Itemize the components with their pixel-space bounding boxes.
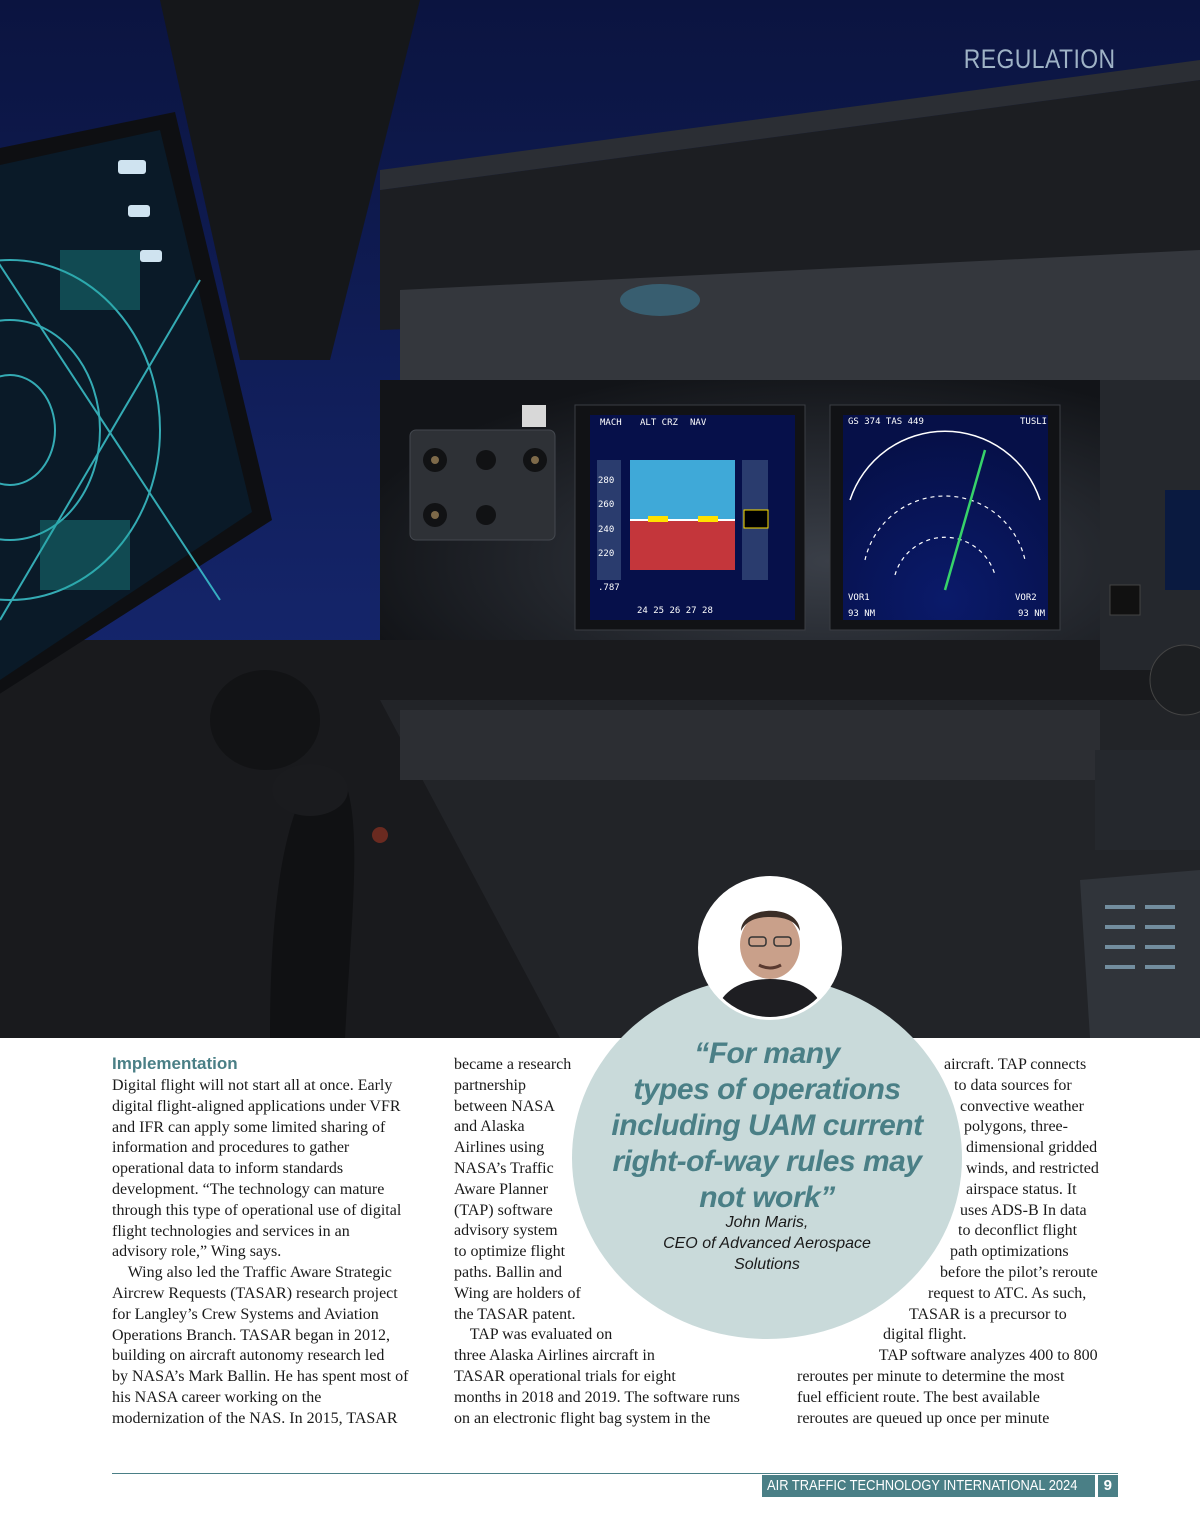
- article-line: became a research: [454, 1056, 572, 1073]
- article-line: convective weather: [960, 1097, 1084, 1115]
- page-number: 9: [1103, 1477, 1112, 1494]
- article-line: modernization of the NAS. In 2015, TASAR: [112, 1409, 398, 1427]
- svg-text:VOR1: VOR1: [848, 593, 870, 603]
- article-line: advisory role,” Wing says.: [112, 1243, 282, 1261]
- article-line: Aware Planner: [454, 1180, 549, 1198]
- article-line: uses ADS-B In data: [960, 1201, 1087, 1219]
- article-line: NASA’s Traffic: [454, 1159, 554, 1177]
- pull-quote-line: not work”: [699, 1181, 835, 1214]
- svg-text:260: 260: [598, 500, 615, 510]
- article-line: reroutes are queued up once per minute: [797, 1409, 1050, 1427]
- article-line: Wing are holders of: [454, 1284, 581, 1302]
- footer-rule: [112, 1473, 1118, 1474]
- publication-title: AIR TRAFFIC TECHNOLOGY INTERNATIONAL 2024: [767, 1477, 1078, 1494]
- article-line: fuel efficient route. The best available: [797, 1388, 1040, 1406]
- article-line: advisory system: [454, 1222, 558, 1240]
- pull-quote-line: including UAM current: [611, 1109, 923, 1142]
- article-line: and IFR can apply some limited sharing of: [112, 1118, 386, 1136]
- article-line: the TASAR patent.: [454, 1305, 576, 1323]
- footer-bar: [762, 1475, 1118, 1497]
- article-line: TAP software analyzes 400 to 800: [863, 1347, 1098, 1365]
- article-line: information and procedures to gather: [112, 1139, 350, 1157]
- attribution-title: CEO of Advanced Aerospace: [663, 1235, 871, 1252]
- article-line: months in 2018 and 2019. The software runs: [454, 1388, 740, 1406]
- article-line: building on aircraft autonomy research led: [112, 1347, 385, 1365]
- svg-text:93 NM: 93 NM: [848, 609, 876, 619]
- article-line: polygons, three-: [964, 1118, 1068, 1136]
- article-line: and Alaska: [454, 1118, 525, 1136]
- section-heading: Implementation: [112, 1054, 238, 1073]
- article-line: TASAR operational trials for eight: [454, 1367, 676, 1385]
- svg-text:ALT CRZ: ALT CRZ: [640, 418, 678, 428]
- article-line: digital flight-aligned applications under VFR: [112, 1097, 401, 1115]
- svg-text:24 25 26 27 28: 24 25 26 27 28: [637, 606, 713, 616]
- svg-text:.787: .787: [598, 583, 620, 593]
- svg-text:240: 240: [598, 525, 615, 535]
- article-line: to optimize flight: [454, 1243, 566, 1261]
- article-line: Digital flight will not start all at once. Early: [112, 1077, 393, 1094]
- pull-quote-line: “For many: [694, 1037, 840, 1070]
- article-line: his NASA career working on the: [112, 1388, 322, 1406]
- article-line: winds, and restricted: [966, 1159, 1099, 1177]
- svg-text:93 NM: 93 NM: [1018, 609, 1046, 619]
- article-line: for Langley’s Crew Systems and Aviation: [112, 1305, 379, 1323]
- article-line: Operations Branch. TASAR began in 2012,: [112, 1326, 390, 1344]
- article-line: Aircrew Requests (TASAR) research project: [112, 1284, 398, 1302]
- article-line: operational data to inform standards: [112, 1160, 344, 1178]
- article-line: TASAR is a precursor to: [909, 1305, 1067, 1323]
- article-line: aircraft. TAP connects: [944, 1056, 1087, 1073]
- article-line: reroutes per minute to determine the most: [797, 1367, 1065, 1385]
- article-line: Wing also led the Traffic Aware Strategic: [112, 1264, 392, 1282]
- article-line: paths. Ballin and: [454, 1263, 562, 1281]
- article-column-3: [797, 1055, 1099, 1429]
- article-line: on an electronic flight bag system in the: [454, 1409, 711, 1427]
- author-portrait: [701, 879, 839, 1017]
- article-line: between NASA: [454, 1097, 555, 1115]
- attribution-title: Solutions: [734, 1256, 800, 1273]
- article-line: TAP was evaluated on: [454, 1326, 613, 1344]
- article-line: through this type of operational use of digital: [112, 1201, 402, 1219]
- article-line: request to ATC. As such,: [928, 1284, 1087, 1302]
- footer-separator: [1095, 1475, 1098, 1497]
- svg-text:220: 220: [598, 549, 615, 559]
- pull-quote-line: right-of-way rules may: [612, 1145, 922, 1178]
- svg-text:GS 374 TAS 449: GS 374 TAS 449: [848, 417, 924, 427]
- article-line: to deconflict flight: [958, 1222, 1078, 1240]
- article-line: by NASA’s Mark Ballin. He has spent most of: [112, 1368, 409, 1386]
- svg-text:MACH: MACH: [600, 418, 622, 428]
- attribution-name: John Maris,: [725, 1214, 809, 1231]
- svg-text:VOR2: VOR2: [1015, 593, 1037, 603]
- article-line: development. “The technology can mature: [112, 1180, 385, 1198]
- article-line: partnership: [454, 1076, 526, 1094]
- pull-quote-line: types of operations: [633, 1073, 901, 1106]
- article-line: Airlines using: [454, 1139, 545, 1157]
- svg-text:280: 280: [598, 476, 615, 486]
- article-line: (TAP) software: [454, 1201, 553, 1219]
- article-line: flight technologies and services in an: [112, 1222, 350, 1240]
- article-column-2: [454, 1055, 740, 1429]
- article-line: dimensional gridded: [966, 1139, 1098, 1157]
- svg-text:TUSLI: TUSLI: [1020, 417, 1048, 427]
- svg-text:NAV: NAV: [690, 418, 707, 428]
- article-line: path optimizations: [950, 1243, 1069, 1261]
- article-line: to data sources for: [954, 1076, 1072, 1094]
- article-line: airspace status. It: [966, 1180, 1077, 1198]
- article-column-1: [112, 1076, 408, 1430]
- article-line: before the pilot’s reroute: [940, 1263, 1098, 1281]
- article-line: three Alaska Airlines aircraft in: [454, 1347, 655, 1365]
- section-label: REGULATION: [964, 44, 1116, 74]
- article-line: digital flight.: [883, 1326, 967, 1344]
